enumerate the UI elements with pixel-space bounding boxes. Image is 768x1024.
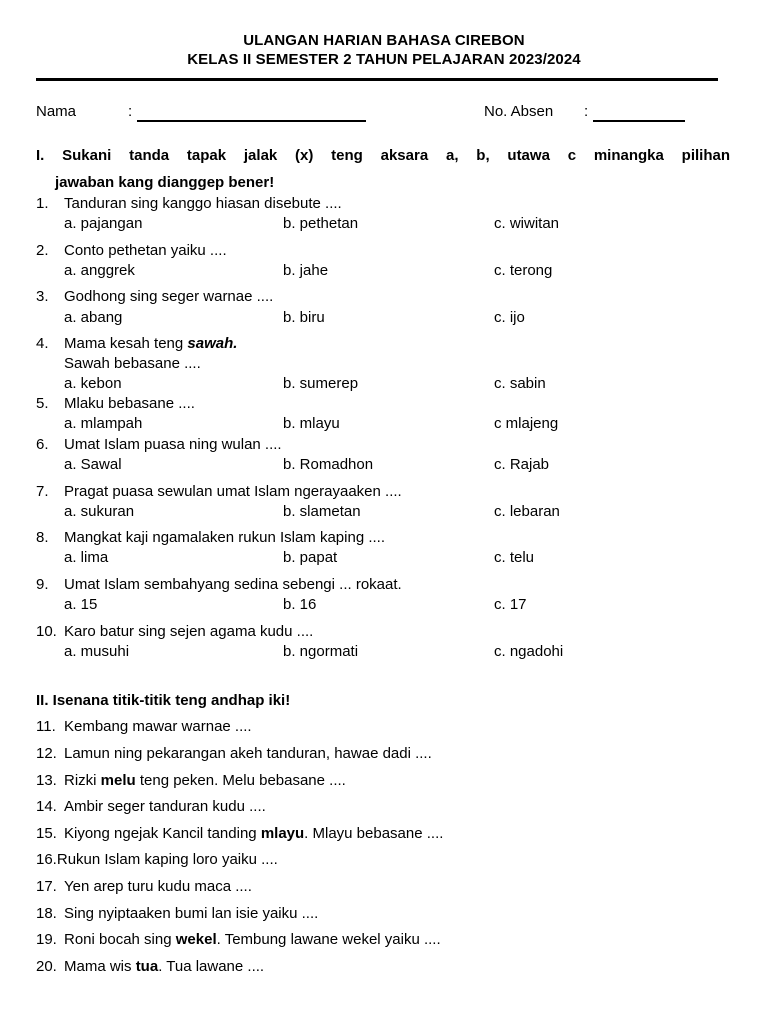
question-text: Mlaku bebasane .... xyxy=(64,395,195,412)
question-text: Conto pethetan yaiku .... xyxy=(64,242,227,259)
section1-heading-line1: I. Sukani tanda tapak jalak (x) teng aksara a, b, utawa c minangka pilihan xyxy=(36,147,730,164)
fill-item-19 xyxy=(36,931,441,948)
item-keyword: mlayu xyxy=(260,825,305,842)
option-b[interactable]: b. mlayu xyxy=(283,415,340,432)
item-keyword: melu xyxy=(100,772,136,789)
item-text: Lamun ning pekarangan akeh tanduran, hawae dadi .... xyxy=(64,745,432,762)
absen-colon: : xyxy=(584,103,589,120)
item-text-end: teng peken. Melu bebasane .... xyxy=(135,772,346,789)
item-number: 15. xyxy=(36,825,57,842)
option-c[interactable]: c. 17 xyxy=(494,596,527,613)
option-a[interactable]: a. abang xyxy=(64,309,123,326)
option-b[interactable]: b. slametan xyxy=(283,503,361,520)
option-a[interactable]: a. lima xyxy=(64,549,109,566)
name-field[interactable] xyxy=(137,120,366,122)
name-label: Nama xyxy=(36,103,77,120)
question-number: 3. xyxy=(36,288,49,305)
question-number: 4. xyxy=(36,335,49,352)
item-number: 12. xyxy=(36,745,57,762)
section1-heading xyxy=(36,142,730,196)
question-number: 2. xyxy=(36,242,49,259)
option-a[interactable]: a. Sawal xyxy=(64,456,122,473)
item-number: 13. xyxy=(36,772,57,789)
option-b[interactable]: b. 16 xyxy=(283,596,317,613)
option-c[interactable]: c. ngadohi xyxy=(494,643,564,660)
question-number: 10. xyxy=(36,623,57,640)
option-a[interactable]: a. musuhi xyxy=(64,643,130,660)
fill-item-18 xyxy=(36,905,318,922)
option-b[interactable]: b. biru xyxy=(283,309,325,326)
item-text-end: . Tembung lawane wekel yaiku .... xyxy=(216,931,441,948)
question-number: 9. xyxy=(36,576,49,593)
section2-heading: II. Isenana titik-titik teng andhap iki! xyxy=(36,692,291,709)
question-number: 6. xyxy=(36,436,49,453)
option-b[interactable]: b. pethetan xyxy=(283,215,359,232)
option-c[interactable]: c. wiwitan xyxy=(494,215,560,232)
fill-item-17 xyxy=(36,878,252,895)
student-info-row xyxy=(36,103,726,125)
item-number: 16. xyxy=(36,851,57,868)
question-number: 5. xyxy=(36,395,49,412)
option-c[interactable]: c mlajeng xyxy=(494,415,559,432)
item-text-end: . Mlayu bebasane .... xyxy=(304,825,444,842)
question-keyword: sawah. xyxy=(187,335,238,352)
name-colon: : xyxy=(128,103,133,120)
item-text-end: . Tua lawane .... xyxy=(158,958,265,975)
fill-item-14 xyxy=(36,798,266,815)
fill-item-20 xyxy=(36,958,264,975)
option-a[interactable]: a. anggrek xyxy=(64,262,135,279)
option-c[interactable]: c. terong xyxy=(494,262,553,279)
question-text: Umat Islam puasa ning wulan .... xyxy=(64,436,282,453)
fill-item-15 xyxy=(36,825,443,842)
worksheet-title: ULANGAN HARIAN BAHASA CIREBON xyxy=(243,32,525,49)
option-a[interactable]: a. kebon xyxy=(64,375,122,392)
option-a[interactable]: a. 15 xyxy=(64,596,98,613)
option-c[interactable]: c. ijo xyxy=(494,309,525,326)
option-c[interactable]: c. telu xyxy=(494,549,535,566)
item-number: 14. xyxy=(36,798,57,815)
question-text: Karo batur sing sejen agama kudu .... xyxy=(64,623,314,640)
fill-item-11 xyxy=(36,718,252,735)
item-number: 11. xyxy=(36,718,56,735)
option-b[interactable]: b. sumerep xyxy=(283,375,359,392)
question-number: 7. xyxy=(36,483,49,500)
question-text: Umat Islam sembahyang sedina sebengi ... rokaat. xyxy=(64,576,402,593)
question-text: Pragat puasa sewulan umat Islam ngerayaaken .... xyxy=(64,483,402,500)
item-text: Mama wis xyxy=(64,958,136,975)
question-text: Sawah bebasane .... xyxy=(64,355,201,372)
option-b[interactable]: b. ngormati xyxy=(283,643,359,660)
header-divider xyxy=(36,78,718,81)
item-text: Kembang mawar warnae .... xyxy=(64,718,252,735)
absen-field[interactable] xyxy=(593,120,685,122)
item-text: Yen arep turu kudu maca .... xyxy=(64,878,252,895)
fill-item-13 xyxy=(36,772,346,789)
question-text: Godhong sing seger warnae .... xyxy=(64,288,274,305)
fill-item-12 xyxy=(36,745,432,762)
item-text: Sing nyiptaaken bumi lan isie yaiku .... xyxy=(64,905,319,922)
item-number: 18. xyxy=(36,905,57,922)
question-text-part: Mama kesah teng xyxy=(64,335,188,352)
absen-label: No. Absen xyxy=(484,103,554,120)
question-text: Mangkat kaji ngamalaken rukun Islam kaping .... xyxy=(64,529,385,546)
question-text xyxy=(64,335,237,352)
item-keyword: tua xyxy=(135,958,159,975)
option-b[interactable]: b. jahe xyxy=(283,262,329,279)
option-a[interactable]: a. pajangan xyxy=(64,215,143,232)
option-a[interactable]: a. mlampah xyxy=(64,415,143,432)
question-text: Tanduran sing kanggo hiasan disebute .... xyxy=(64,195,342,212)
item-number: 20. xyxy=(36,958,57,975)
option-a[interactable]: a. sukuran xyxy=(64,503,135,520)
item-text: Roni bocah sing xyxy=(64,931,176,948)
question-number: 8. xyxy=(36,529,49,546)
section1-heading-line2: jawaban kang dianggep bener! xyxy=(55,174,275,191)
item-text: Kiyong ngejak Kancil tanding xyxy=(64,825,261,842)
worksheet-subtitle: KELAS II SEMESTER 2 TAHUN PELAJARAN 2023/2024 xyxy=(187,51,581,68)
item-text: Rukun Islam kaping loro yaiku .... xyxy=(56,851,278,868)
item-number: 19. xyxy=(36,931,57,948)
option-c[interactable]: c. sabin xyxy=(494,375,546,392)
item-keyword: wekel xyxy=(175,931,217,948)
option-c[interactable]: c. lebaran xyxy=(494,503,560,520)
option-c[interactable]: c. Rajab xyxy=(494,456,550,473)
item-text: Ambir seger tanduran kudu .... xyxy=(64,798,266,815)
item-text: Rizki xyxy=(64,772,101,789)
option-b[interactable]: b. papat xyxy=(283,549,338,566)
option-b[interactable]: b. Romadhon xyxy=(283,456,374,473)
item-number: 17. xyxy=(36,878,57,895)
fill-item-16 xyxy=(36,851,278,868)
question-number: 1. xyxy=(36,195,49,212)
